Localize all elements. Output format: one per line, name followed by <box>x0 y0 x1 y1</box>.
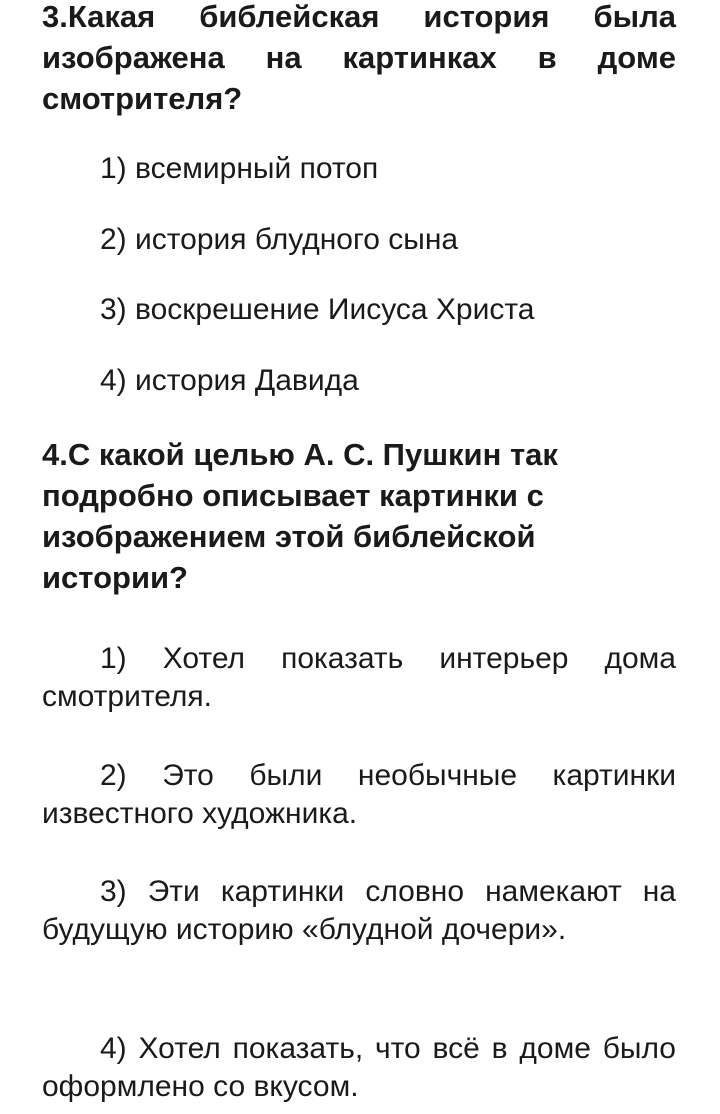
question-4-option-4: 4) Хотел показать, что всё в доме было оформлено со вкусом. <box>42 1032 676 1103</box>
question-4-title: 4.С какой целью А. С. Пушкин так подробно описывает картинки с изображением этой библейской истории? <box>42 437 558 595</box>
question-4-option-1: 1) Хотел показать интерьер дома смотрителя. <box>42 642 676 713</box>
question-3-option-4: 4) история Давида <box>100 364 359 397</box>
question-3-option-2: 2) история блудного сына <box>100 223 459 256</box>
question-3-option-1: 1) всемирный потоп <box>100 152 379 185</box>
question-4-option-2: 2) Это были необычные картинки известного художника. <box>42 759 676 830</box>
question-3-title: 3.Какая библейская история была изображена на картинках в доме смотрителя? <box>42 0 676 116</box>
question-3-option-3: 3) воскрешение Иисуса Христа <box>100 293 535 326</box>
question-4-option-3: 3) Эти картинки словно намекают на будущую историю «блудной дочери». <box>42 875 676 946</box>
